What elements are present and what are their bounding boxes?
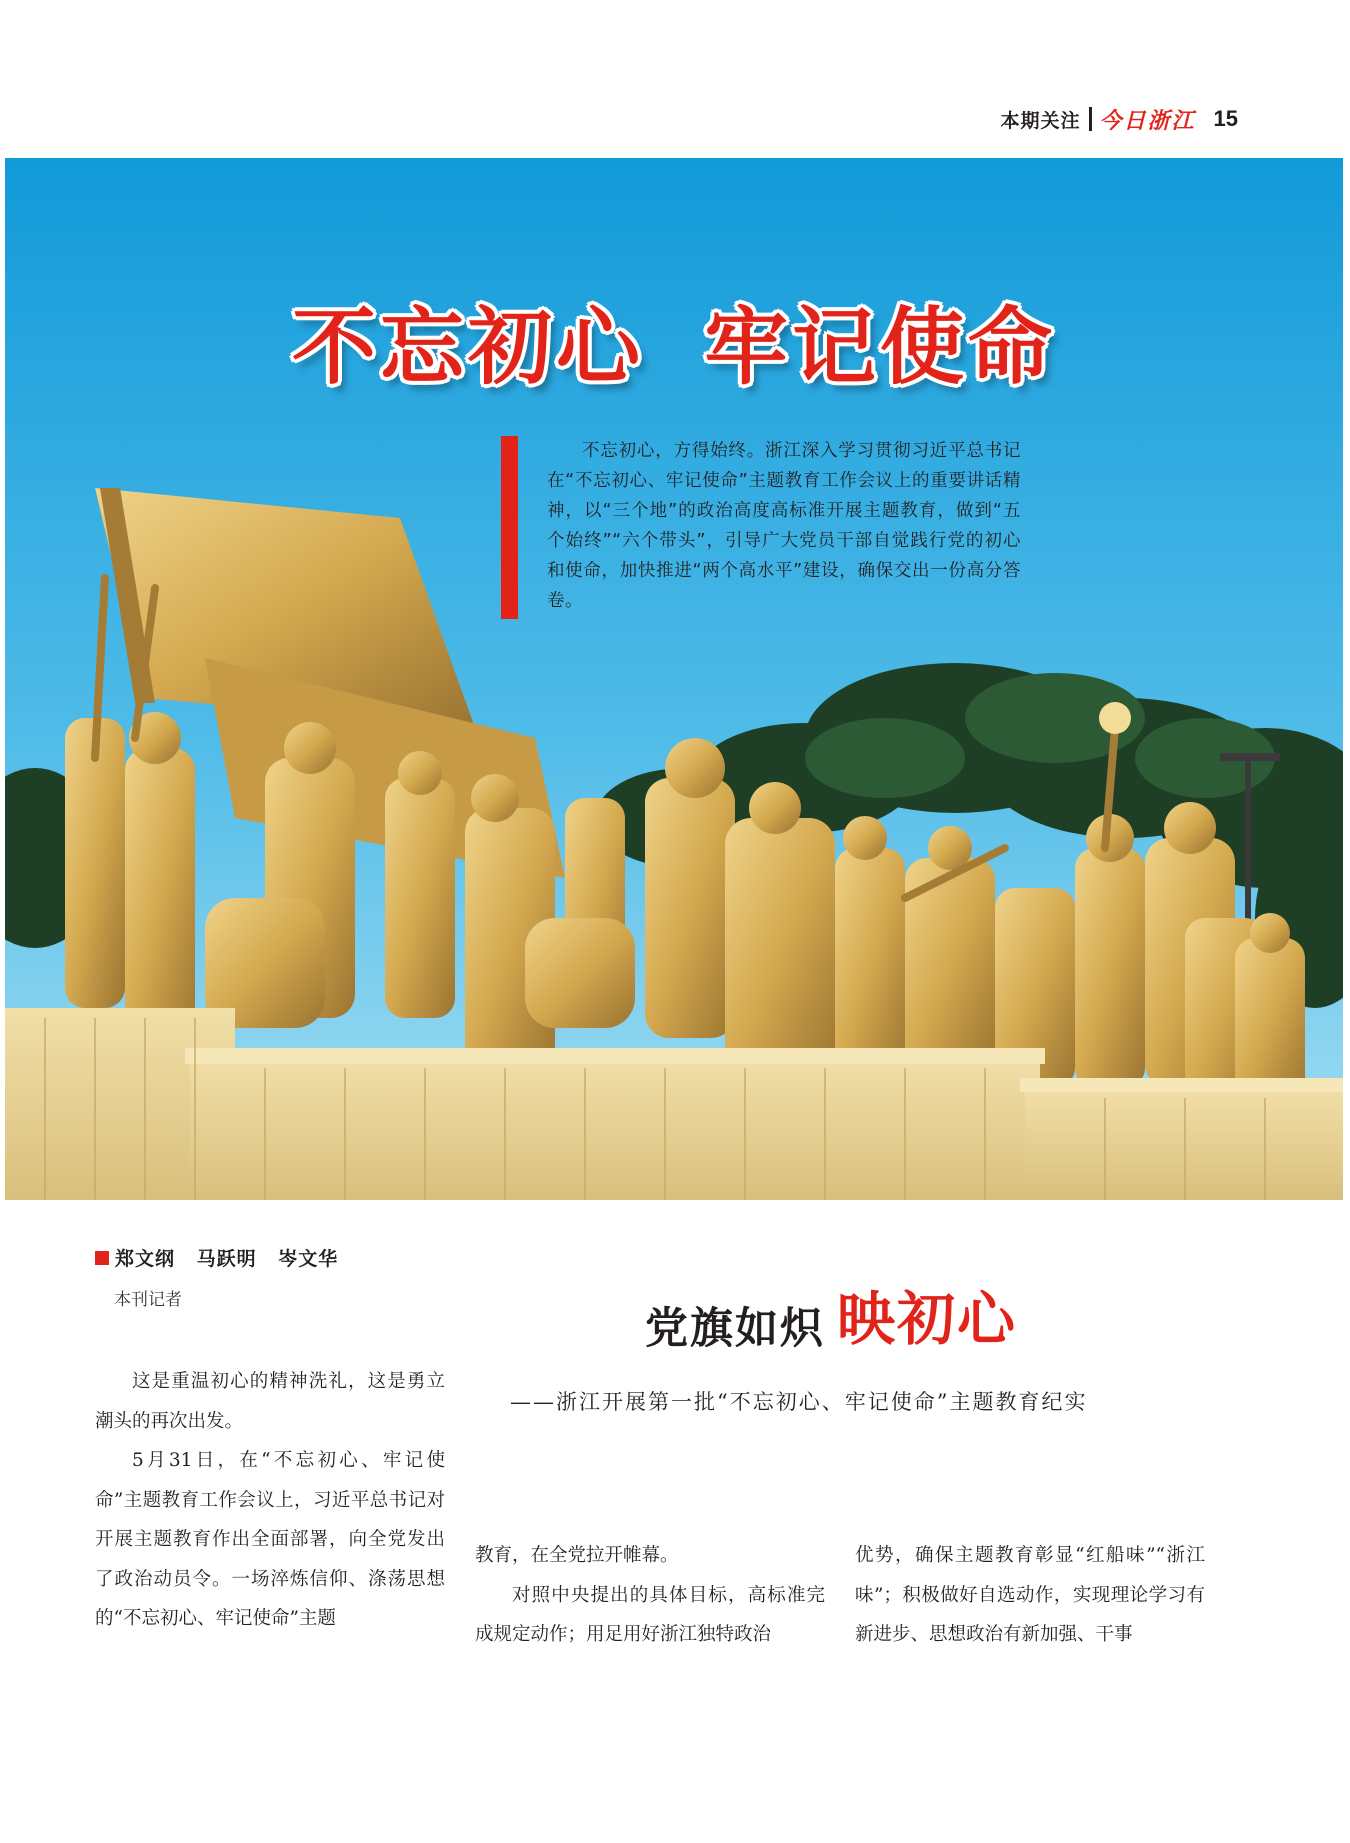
body-column-2	[475, 1536, 825, 1655]
paragraph: 教育，在全党拉开帷幕。	[475, 1545, 679, 1566]
body-column-1	[95, 1362, 445, 1639]
intro-accent-bar	[501, 436, 518, 619]
paragraph: 对照中央提出的具体目标，高标准完成规定动作；用足用好浙江独特政治	[475, 1584, 825, 1645]
paragraph: 优势，确保主题教育彰显“红船味”“浙江味”；积极做好自选动作，实现理论学习有新进步、思想政治有新加强、干事	[855, 1545, 1205, 1645]
author-role: 本刊记者	[114, 1290, 182, 1310]
header-divider	[1089, 107, 1092, 131]
author-names: 郑文纲 马跃明 岑文华	[115, 1248, 339, 1270]
article-subtitle: ——浙江开展第一批“不忘初心、牢记使命”主题教育纪实	[510, 1390, 1088, 1414]
intro-block	[501, 436, 1021, 616]
magazine-logo: 今日浙江	[1099, 107, 1196, 134]
page-number: 15	[1213, 106, 1238, 131]
intro-text: 不忘初心，方得始终。浙江深入学习贯彻习近平总书记在“不忘初心、牢记使命”主题教育工作会议上的重要讲话精神，以“三个地”的政治高度高标准开展主题教育，做到“五个始终”“六个带头”，引导广大党员干部自觉践行党的初心和使命，加快推进“两个高水平”建设，确保交出一份高分答卷。	[547, 441, 1021, 611]
byline	[95, 1244, 338, 1271]
hero-title-part1: 不忘初心	[291, 298, 644, 396]
article-title-black: 党旗如炽	[645, 1304, 825, 1354]
body-column-3	[855, 1536, 1205, 1655]
byline-marker-icon	[95, 1251, 109, 1265]
article-title	[645, 1272, 1017, 1356]
hero-title-part2: 牢记使命	[704, 298, 1057, 396]
hero-title	[5, 280, 1343, 401]
page-header	[1000, 104, 1238, 134]
section-label: 本期关注	[1000, 109, 1081, 132]
paragraph: 5月31日，在“不忘初心、牢记使命”主题教育工作会议上，习近平总书记对开展主题教育作出全面部署，向全党发出了政治动员令。一场淬炼信仰、涤荡思想的“不忘初心、牢记使命”主题	[95, 1450, 445, 1629]
hero-photo	[5, 158, 1343, 1200]
article-title-red: 映初心	[837, 1285, 1018, 1353]
paragraph: 这是重温初心的精神洗礼，这是勇立潮头的再次出发。	[95, 1371, 445, 1432]
